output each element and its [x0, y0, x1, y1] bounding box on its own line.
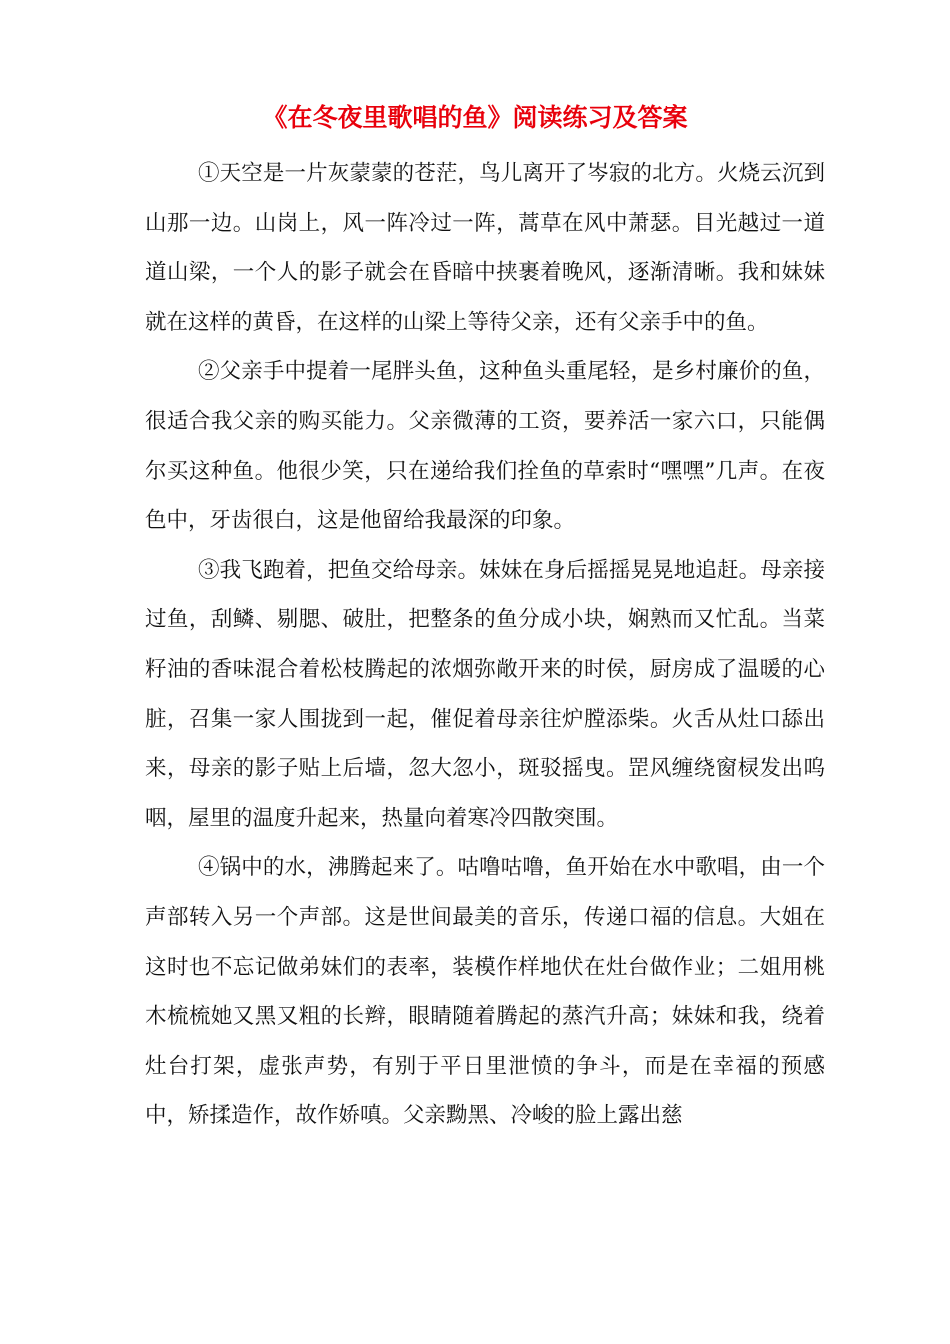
document-title: 《在冬夜里歌唱的鱼》阅读练习及答案	[262, 103, 688, 132]
paragraph-4: ④锅中的水，沸腾起来了。咕噜咕噜，鱼开始在水中歌唱，由一个声部转入另一个声部。这是世间最美的音乐，传递口福的信息。大姐在这时也不忘记做弟妹们的表率，装模作样地伏在灶台做作业；二姐用桃木梳梳她又黑又粗的长辫，眼睛随着腾起的蒸汽升高；妹妹和我，绕着灶台打架，虚张声势，有别于平日里泄愤的争斗，而是在幸福的预感中，矫揉造作，故作娇嗔。父亲黝黑、冷峻的脸上露出慈	[145, 855, 825, 1129]
paragraph-3: ③我飞跑着，把鱼交给母亲。妹妹在身后摇摇晃晃地追赶。母亲接过鱼，刮鳞、剔腮、破肚，把整条的鱼分成小块，娴熟而又忙乱。当菜籽油的香味混合着松枝腾起的浓烟弥敞开来的时侯，厨房成了温暖的心脏，召集一家人围拢到一起，催促着母亲往炉膛添柴。火舌从灶口舔出来，母亲的影子贴上后墙，忽大忽小，斑驳摇曳。罡风缠绕窗棂发出呜咽，屋里的温度升起来，热量向着寒冷四散突围。	[145, 557, 825, 831]
document-body	[145, 149, 825, 1141]
paragraph-1: ①天空是一片灰蒙蒙的苍茫，鸟儿离开了岑寂的北方。火烧云沉到山那一边。山岗上，风一阵冷过一阵，蒿草在风中萧瑟。目光越过一道道山梁，一个人的影子就会在昏暗中挟裹着晚风，逐渐清晰。我和妹妹就在这样的黄昏，在这样的山梁上等待父亲，还有父亲手中的鱼。	[145, 161, 825, 335]
paragraph-2: ②父亲手中提着一尾胖头鱼，这种鱼头重尾轻，是乡村廉价的鱼，很适合我父亲的购买能力。父亲微薄的工资，要养活一家六口，只能偶尔买这种鱼。他很少笑，只在递给我们拴鱼的草索时“嘿嘿”几声。在夜色中，牙齿很白，这是他留给我最深的印象。	[145, 359, 825, 534]
